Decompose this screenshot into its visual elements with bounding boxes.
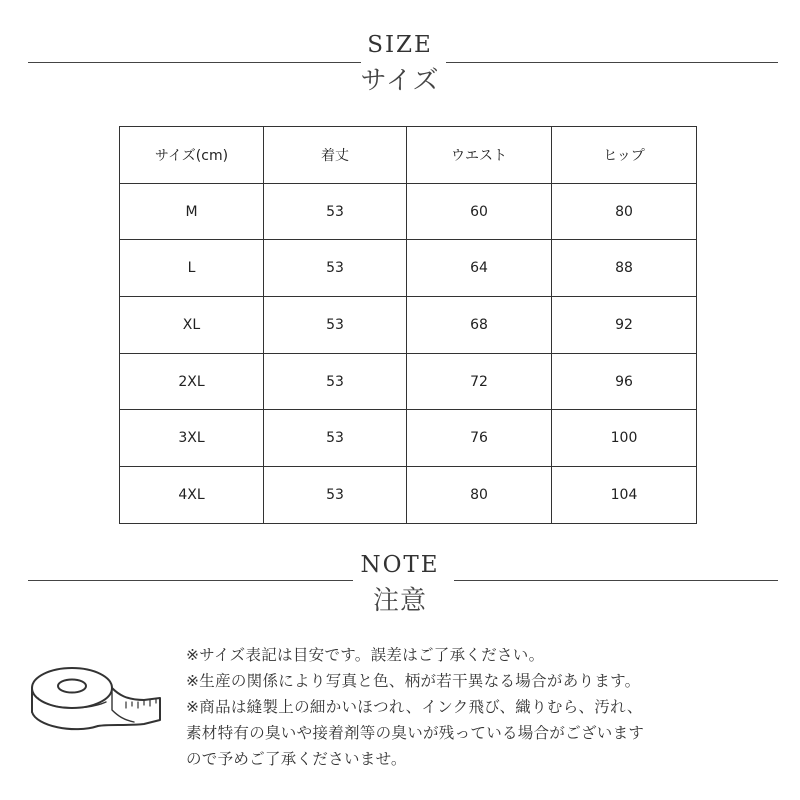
cell-length: 53 (264, 240, 407, 297)
cell-length: 53 (264, 353, 407, 410)
cell-hip: 92 (552, 297, 697, 354)
tape-roll-layer (38, 698, 106, 708)
note-line: 素材特有の臭いや接着剤等の臭いが残っている場合がございます (186, 724, 645, 742)
cell-hip: 96 (552, 353, 697, 410)
size-title-jp: サイズ (360, 66, 440, 96)
table-row (120, 467, 697, 524)
measuring-tape-icon (14, 650, 174, 760)
notes-block (186, 642, 786, 772)
cell-waist: 80 (407, 467, 552, 524)
header-hip: ヒップ (552, 127, 697, 184)
table-row (120, 353, 697, 410)
note-line: ※サイズ表記は目安です。誤差はご了承ください。 (186, 646, 545, 664)
size-table (119, 126, 697, 524)
cell-length: 53 (264, 467, 407, 524)
cell-size: XL (120, 297, 264, 354)
cell-length: 53 (264, 297, 407, 354)
header-size: サイズ(cm) (120, 127, 264, 184)
cell-size: 3XL (120, 410, 264, 467)
cell-waist: 64 (407, 240, 552, 297)
size-section-header (0, 30, 800, 100)
size-title-en: SIZE (367, 32, 433, 58)
note-title-en: NOTE (360, 552, 440, 578)
table-row (120, 410, 697, 467)
cell-hip: 100 (552, 410, 697, 467)
cell-size: 2XL (120, 353, 264, 410)
cell-size: M (120, 183, 264, 240)
cell-hip: 80 (552, 183, 697, 240)
cell-waist: 68 (407, 297, 552, 354)
tape-strip-fold (112, 688, 134, 722)
table-row (120, 183, 697, 240)
note-line: ので予めご了承くださいませ。 (186, 750, 407, 768)
cell-size: 4XL (120, 467, 264, 524)
table-row (120, 240, 697, 297)
cell-waist: 72 (407, 353, 552, 410)
cell-length: 53 (264, 183, 407, 240)
cell-waist: 60 (407, 183, 552, 240)
note-line: ※生産の関係により写真と色、柄が若干異なる場合があります。 (186, 672, 641, 690)
cell-hip: 88 (552, 240, 697, 297)
size-table-header-row (120, 127, 697, 184)
cell-size: L (120, 240, 264, 297)
note-title-jp: 注意 (372, 586, 427, 616)
note-line: ※商品は縫製上の細かいほつれ、インク飛び、織りむら、汚れ、 (186, 698, 643, 716)
tape-roll-hole (58, 680, 86, 693)
cell-length: 53 (264, 410, 407, 467)
header-waist: ウエスト (407, 127, 552, 184)
note-section-header (0, 550, 800, 620)
header-length: 着丈 (264, 127, 407, 184)
table-row (120, 297, 697, 354)
tape-roll-bottom (32, 712, 98, 729)
cell-waist: 76 (407, 410, 552, 467)
cell-hip: 104 (552, 467, 697, 524)
